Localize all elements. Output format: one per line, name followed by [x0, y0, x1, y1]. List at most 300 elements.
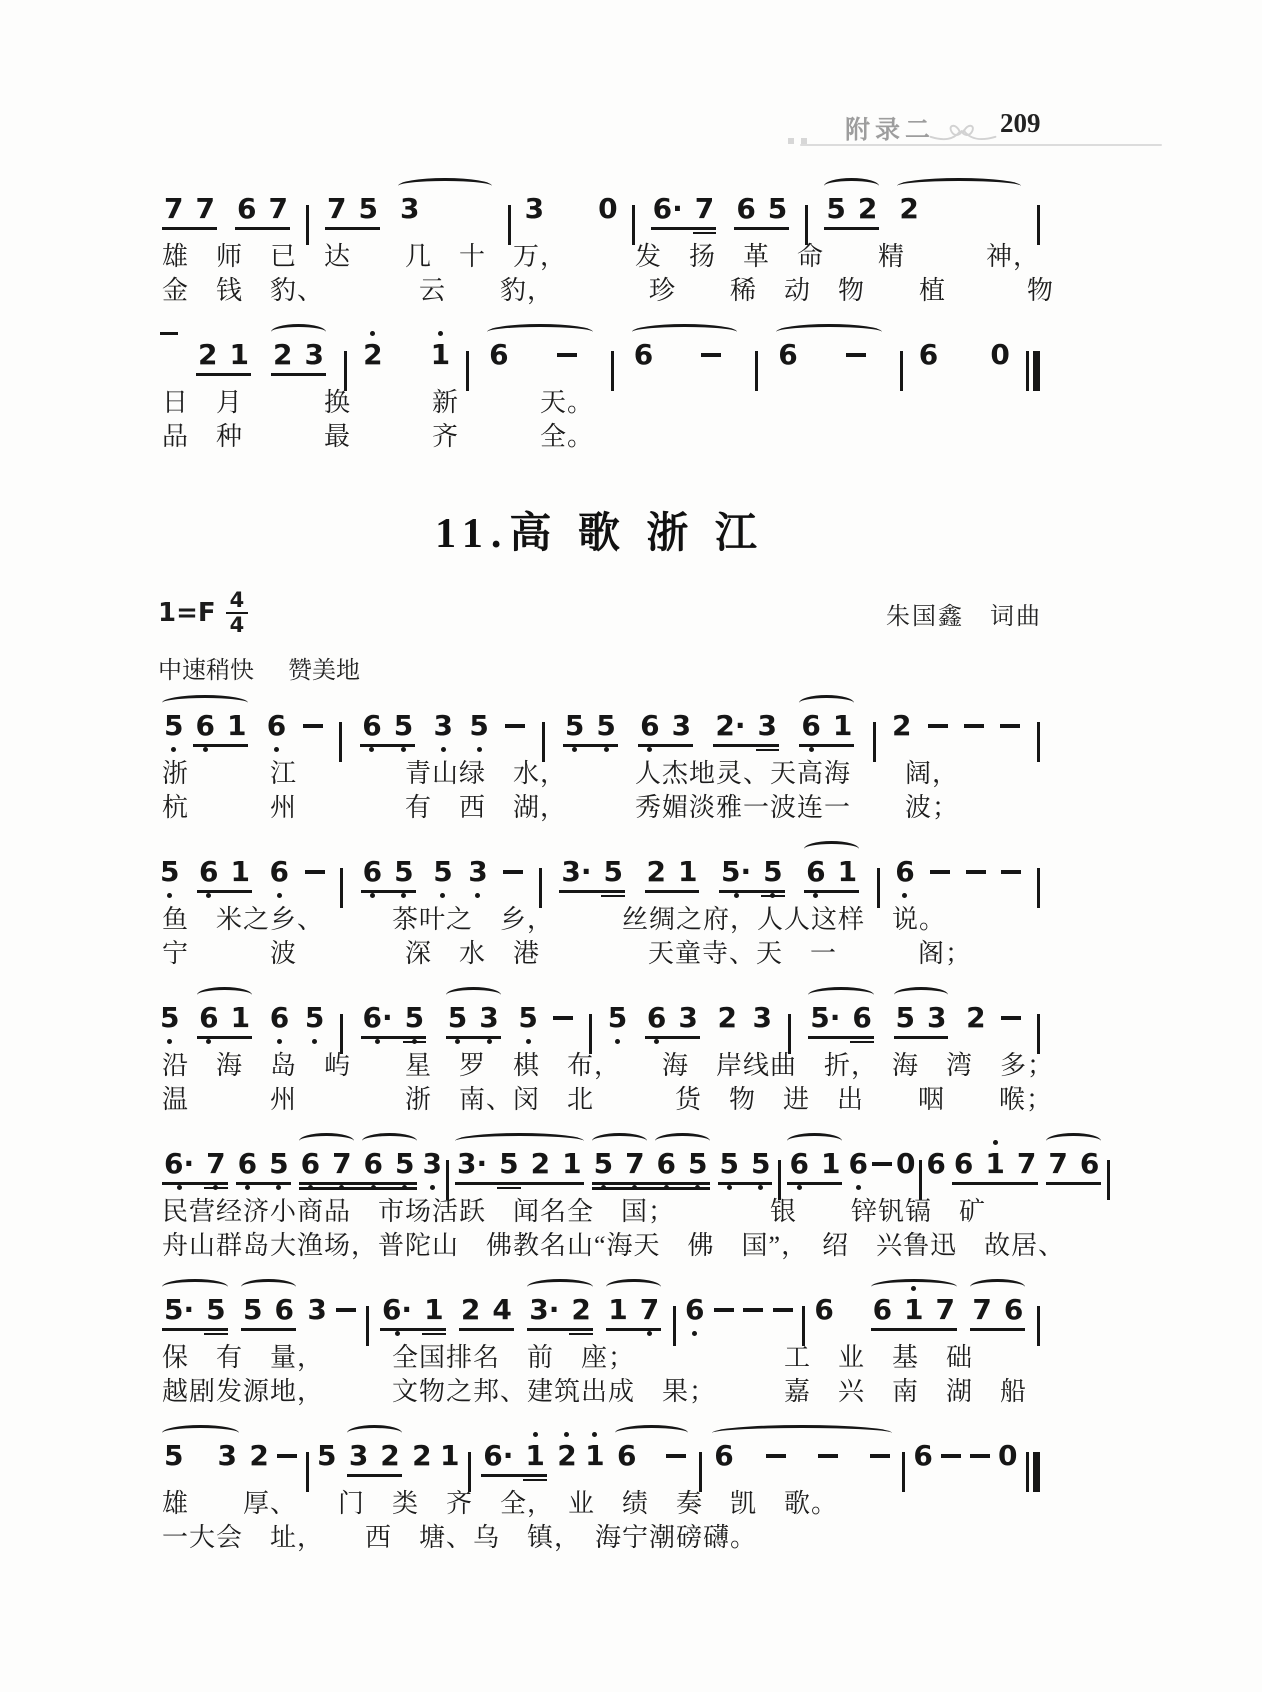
barline	[508, 178, 511, 245]
barline	[1026, 1425, 1040, 1492]
slur-group	[158, 695, 252, 757]
note: 6	[872, 1293, 893, 1326]
beam-group	[709, 695, 783, 757]
octave-dot-below	[455, 1039, 460, 1044]
note: 2	[412, 1439, 432, 1472]
note: 6	[640, 695, 659, 757]
beam-group	[189, 695, 252, 757]
octave-dot-below	[902, 893, 907, 898]
dash-note	[305, 841, 325, 889]
song-title: 11.高 歌 浙 江	[435, 511, 765, 557]
note: 6	[953, 1147, 974, 1180]
note: 6	[1003, 1293, 1024, 1326]
note: 5	[751, 1133, 770, 1195]
barline	[446, 1133, 449, 1200]
barline	[699, 1425, 702, 1492]
slur-group	[394, 178, 495, 240]
barline	[1037, 178, 1040, 245]
octave-dot-below	[206, 893, 211, 898]
note: 6	[789, 1133, 808, 1195]
note: 1	[585, 1425, 604, 1487]
octave-dot-below	[647, 1331, 652, 1336]
barline	[589, 987, 592, 1054]
note: 7	[640, 1279, 659, 1341]
note: 6	[806, 841, 825, 903]
octave-dot-below	[809, 747, 814, 752]
note: 7	[206, 1133, 225, 1195]
beam-group	[158, 1133, 232, 1195]
beam-group	[192, 324, 255, 386]
note: 6	[274, 1293, 294, 1326]
note: 5	[160, 987, 179, 1049]
notes-row	[158, 987, 1042, 1049]
note: 2·	[715, 709, 746, 742]
note: 3	[678, 1001, 698, 1034]
note: 6	[633, 338, 654, 371]
barline	[611, 324, 614, 391]
lyric-line: 越剧发源地， 文物之邦、建筑出成 果； 嘉 兴 南 湖 船	[162, 1377, 1028, 1406]
note: 5	[895, 1001, 915, 1034]
note: 6	[848, 1133, 867, 1195]
octave-dot-below	[727, 1185, 732, 1190]
note: 3·	[457, 1147, 488, 1180]
beam-group	[588, 1133, 714, 1195]
note: 5	[160, 841, 179, 903]
slur-group	[158, 1425, 243, 1487]
beam-group	[647, 178, 721, 240]
note: 7	[972, 1293, 992, 1326]
note: 0	[998, 1439, 1018, 1472]
dash-note	[503, 841, 523, 889]
lyric-line: 宁 波 深 水 港 天童寺、天 一 阁；	[162, 939, 973, 968]
note: 5	[763, 841, 782, 903]
note: 6	[1079, 1147, 1100, 1180]
slur-group	[295, 1133, 358, 1195]
note: 2	[646, 855, 666, 888]
barline	[340, 987, 343, 1054]
octave-dot-below	[487, 1039, 492, 1044]
note: 5	[608, 987, 627, 1049]
dash-note	[966, 841, 986, 889]
octave-dot-below	[647, 747, 652, 752]
beam-group	[730, 178, 793, 240]
note: 7	[1048, 1147, 1068, 1180]
note: 6	[301, 1133, 320, 1195]
octave-dot-below	[401, 747, 406, 752]
note: 5·	[164, 1293, 195, 1326]
barline	[1037, 987, 1040, 1054]
dash-note	[1000, 695, 1020, 743]
key-signature	[158, 590, 248, 636]
dash-note	[336, 1279, 356, 1327]
octave-dot-above	[438, 331, 443, 336]
note: 5	[358, 192, 378, 225]
note: 7	[195, 192, 215, 225]
note: 2	[717, 1001, 737, 1034]
octave-dot-below	[277, 1039, 282, 1044]
beam-group	[321, 178, 384, 240]
note: 1	[230, 855, 250, 888]
note: 6	[852, 1001, 872, 1034]
notes-row	[158, 1279, 1042, 1341]
note: 7	[327, 192, 347, 225]
octave-dot-below	[430, 1185, 435, 1190]
octave-dot-below	[167, 893, 172, 898]
music-system	[158, 1425, 1042, 1555]
octave-dot-below	[402, 1185, 407, 1190]
slur-group	[628, 324, 741, 386]
note: 5	[316, 1439, 337, 1472]
lyric-line: 品 种 最 齐 全。	[162, 422, 595, 451]
dash-note	[505, 695, 525, 743]
octave-dot-below	[797, 1185, 802, 1190]
music-system	[158, 1279, 1042, 1409]
octave-dot-below	[274, 747, 279, 752]
octave-dot-below	[401, 893, 406, 898]
note: 2	[273, 338, 293, 371]
beam-group	[804, 987, 878, 1049]
note: 6	[714, 1439, 734, 1472]
prelude-notation	[158, 178, 1055, 454]
note: 1	[985, 1133, 1004, 1195]
beam-group	[641, 987, 704, 1049]
beam-group	[477, 1425, 551, 1487]
note: 6·	[164, 1133, 194, 1195]
beam-group	[800, 841, 863, 903]
barline	[900, 324, 903, 391]
barline	[1107, 1133, 1110, 1200]
slur-group	[651, 1133, 714, 1195]
dash-note	[928, 695, 948, 743]
note: 1	[832, 709, 853, 742]
dash-note	[773, 1279, 793, 1327]
note: 6	[647, 987, 666, 1049]
octave-dot-above	[993, 1140, 998, 1145]
note: 0	[598, 192, 618, 225]
key-label: 1=F	[158, 598, 216, 628]
beam-group	[966, 1279, 1029, 1341]
beam-group	[634, 695, 697, 757]
octave-dot-below	[171, 747, 176, 752]
lyric-line: 雄 师 已 达 几 十 万， 发 扬 革 命 精 神，	[162, 242, 1041, 271]
note: 2	[460, 1293, 481, 1326]
octave-dot-below	[277, 893, 282, 898]
note: 2	[530, 1147, 551, 1180]
dash-note	[941, 1425, 961, 1473]
beam-group	[343, 1425, 406, 1487]
note: 1	[608, 1293, 628, 1326]
note: 5	[469, 695, 488, 757]
barline	[1037, 1279, 1040, 1346]
beam-group	[376, 1279, 450, 1341]
notes-row	[158, 841, 1042, 903]
note: 6	[267, 695, 286, 757]
note: 5	[305, 987, 324, 1049]
octave-dot-below	[695, 1185, 700, 1190]
beam-group	[451, 1133, 588, 1195]
note: 1	[229, 338, 249, 371]
note: 5	[433, 841, 452, 903]
tempo-row	[158, 650, 1042, 685]
note: 6	[363, 841, 382, 903]
note: 2	[891, 709, 912, 742]
octave-dot-below	[813, 893, 818, 898]
note: 6	[895, 841, 914, 903]
note: 2	[571, 1293, 591, 1326]
beam-group	[237, 1279, 300, 1341]
dash-note	[872, 1133, 892, 1181]
dash-note	[277, 1425, 297, 1473]
beam-group	[158, 178, 221, 240]
page-number: 209	[1000, 108, 1041, 138]
spacer	[872, 324, 886, 325]
note: 6	[918, 338, 939, 371]
slur-group	[483, 324, 596, 386]
beam-group	[559, 695, 622, 757]
note: 1	[230, 1001, 251, 1034]
lyric-line: 金 钱 豹、 云 豹， 珍 稀 动 物 植 物	[162, 276, 1055, 305]
slur-group	[772, 324, 885, 386]
note: 5	[499, 1147, 519, 1180]
beam-group	[455, 1279, 518, 1341]
spacer	[556, 178, 586, 179]
note: 5	[448, 987, 467, 1049]
barline	[1037, 695, 1040, 762]
beam-group	[231, 178, 294, 240]
note: 1	[525, 1425, 544, 1487]
barline	[1026, 324, 1040, 391]
beam-group	[783, 1133, 846, 1195]
note: 1	[904, 1279, 923, 1341]
note: 5	[206, 1293, 226, 1326]
note: 1	[677, 855, 698, 888]
octave-dot-below	[692, 1331, 697, 1336]
octave-dot-below	[308, 1185, 313, 1190]
dash-note	[714, 1279, 734, 1327]
barline	[539, 841, 542, 908]
beam-group	[356, 695, 419, 757]
note: 7	[625, 1133, 644, 1195]
barline	[755, 324, 758, 391]
note: 6·	[652, 192, 683, 225]
note: 3	[524, 192, 545, 225]
beam-group	[641, 841, 704, 903]
lyric-line: 保 有 量， 全国排名 前 座； 工 业 基 础	[162, 1343, 974, 1372]
note: 2	[380, 1439, 400, 1472]
beam-group	[158, 1279, 232, 1341]
note: 7	[935, 1293, 956, 1326]
barline	[340, 841, 343, 908]
lyric-line: 民营经济小商品 市场活跃 闻名全 国； 银 锌钒镉 矿	[162, 1197, 987, 1226]
note: 6	[489, 338, 509, 371]
note: 3·	[529, 1293, 560, 1326]
note: 6	[364, 1133, 383, 1195]
note: 3·	[561, 855, 592, 888]
octave-dot-below	[369, 747, 374, 752]
octave-dot-below	[177, 1185, 182, 1190]
octave-dot-below	[604, 747, 609, 752]
octave-dot-below	[632, 1185, 637, 1190]
note: 5	[603, 855, 623, 888]
note: 2	[899, 192, 919, 225]
beam-group	[1042, 1133, 1105, 1195]
note: 3	[217, 1439, 237, 1472]
lyric-line: 温 州 浙 南、闵 北 货 物 进 出 咽 喉；	[162, 1085, 1054, 1114]
note: 5	[394, 695, 413, 757]
note: 3	[307, 1293, 327, 1326]
dash-note	[964, 695, 984, 743]
dash-note	[970, 1425, 990, 1473]
note: 6	[801, 695, 820, 757]
octave-dot-below	[572, 747, 577, 752]
slur-group	[358, 1133, 421, 1195]
note: 7	[694, 192, 715, 225]
lyric-line: 浙 江 青山绿 水， 人杰地灵、天高海 阔，	[162, 759, 960, 788]
note: 6	[685, 1279, 704, 1341]
octave-dot-below	[856, 1185, 861, 1190]
note: 3	[752, 1001, 773, 1034]
note: 5	[242, 1293, 263, 1326]
spacer	[841, 1279, 861, 1280]
note: 6	[199, 987, 218, 1049]
note: 5	[269, 1133, 288, 1195]
beam-group	[795, 695, 858, 757]
octave-dot-above	[370, 331, 375, 336]
octave-dot-below	[758, 1185, 763, 1190]
note: 2	[198, 338, 218, 371]
beam-group	[867, 1279, 961, 1341]
beam-group	[602, 1279, 665, 1341]
slur-group	[611, 1425, 692, 1487]
octave-dot-below	[370, 893, 375, 898]
music-system	[158, 178, 1055, 308]
barline	[306, 1425, 309, 1492]
note: 6	[926, 1147, 946, 1180]
beam-group	[193, 987, 256, 1049]
note: 6	[657, 1133, 676, 1195]
octave-dot-below	[245, 1185, 250, 1190]
octave-dot-below	[440, 893, 445, 898]
note: 3	[400, 192, 420, 225]
note: 6	[270, 987, 289, 1049]
dash-note	[303, 695, 323, 743]
page-header	[0, 88, 1262, 158]
note: 5	[594, 1133, 613, 1195]
note: 3	[423, 1133, 442, 1195]
barline	[1037, 841, 1040, 908]
note: 7	[1016, 1147, 1037, 1180]
barline	[466, 324, 469, 391]
spacer	[952, 324, 976, 325]
music-system	[158, 695, 1042, 825]
beam-group	[555, 841, 629, 903]
beam-group	[357, 841, 420, 903]
note: 6	[913, 1439, 933, 1472]
barline	[306, 178, 309, 245]
beam-group	[442, 987, 505, 1049]
beam-group	[820, 178, 883, 240]
note: 1	[431, 324, 450, 386]
note: 6	[270, 841, 289, 903]
beam-group	[357, 987, 431, 1049]
note: 5	[518, 987, 537, 1049]
spacer	[727, 324, 741, 325]
meter-numerator: 4	[226, 590, 249, 614]
notes-row	[158, 1133, 1100, 1195]
lyric-line: 沿 海 岛 屿 星 罗 棋 布， 海 岸线曲 折， 海 湾 多；	[162, 1051, 1055, 1080]
note: 7	[332, 1133, 351, 1195]
title-block	[158, 500, 1042, 560]
slur-arc	[712, 1425, 891, 1441]
dash-note	[1001, 987, 1021, 1035]
beam-group	[523, 1279, 597, 1341]
note: 5	[164, 695, 183, 757]
octave-dot-below	[477, 747, 482, 752]
note: 7	[268, 192, 288, 225]
octave-dot-below	[167, 1039, 172, 1044]
note: 1	[424, 1293, 444, 1326]
note: 5	[688, 1133, 707, 1195]
spacer	[397, 324, 417, 325]
note: 5	[405, 987, 424, 1049]
notes-row	[158, 178, 1042, 240]
note: 0	[895, 1147, 916, 1180]
composer-credit: 朱国鑫 词曲	[886, 603, 1042, 630]
octave-dot-below	[203, 747, 208, 752]
octave-dot-below	[601, 1185, 606, 1190]
note: 1	[226, 709, 247, 742]
lyric-line: 日 月 换 新 天。	[162, 388, 595, 417]
dash-note	[930, 841, 950, 889]
octave-dot-below	[371, 1185, 376, 1190]
note: 5	[394, 841, 413, 903]
note: 6·	[382, 1279, 412, 1341]
note: 5	[565, 695, 584, 757]
beam-group	[948, 1133, 1042, 1195]
note: 6	[778, 338, 798, 371]
note: 6	[199, 841, 218, 903]
note: 6	[362, 695, 381, 757]
header-dots	[788, 138, 807, 144]
note: 2	[363, 324, 382, 386]
note: 5	[826, 192, 846, 225]
note: 6·	[363, 987, 393, 1049]
time-signature	[226, 590, 249, 636]
beam-group	[232, 1133, 295, 1195]
octave-dot-below	[375, 1039, 380, 1044]
music-system	[158, 1133, 1100, 1263]
octave-dot-below	[654, 1039, 659, 1044]
note: 5	[395, 1133, 414, 1195]
lyric-line: 一大会 址， 西 塘、乌 镇， 海宁潮磅礴。	[162, 1523, 758, 1552]
ribbon-ornament-icon	[928, 114, 998, 157]
barline	[788, 987, 791, 1054]
note: 3	[434, 695, 453, 757]
note: 3	[671, 709, 692, 742]
beam-group	[714, 1133, 777, 1195]
barline	[339, 695, 342, 762]
note: 5	[596, 695, 615, 757]
note: 5	[720, 1133, 739, 1195]
music-system	[158, 841, 1042, 971]
tie-continuation	[160, 324, 178, 386]
octave-dot-above	[564, 1432, 569, 1437]
expression-marking: 赞美地	[288, 658, 360, 684]
note: 6	[616, 1439, 637, 1472]
barline	[802, 1279, 805, 1346]
note: 0	[990, 338, 1010, 371]
meta-row	[158, 590, 1042, 636]
